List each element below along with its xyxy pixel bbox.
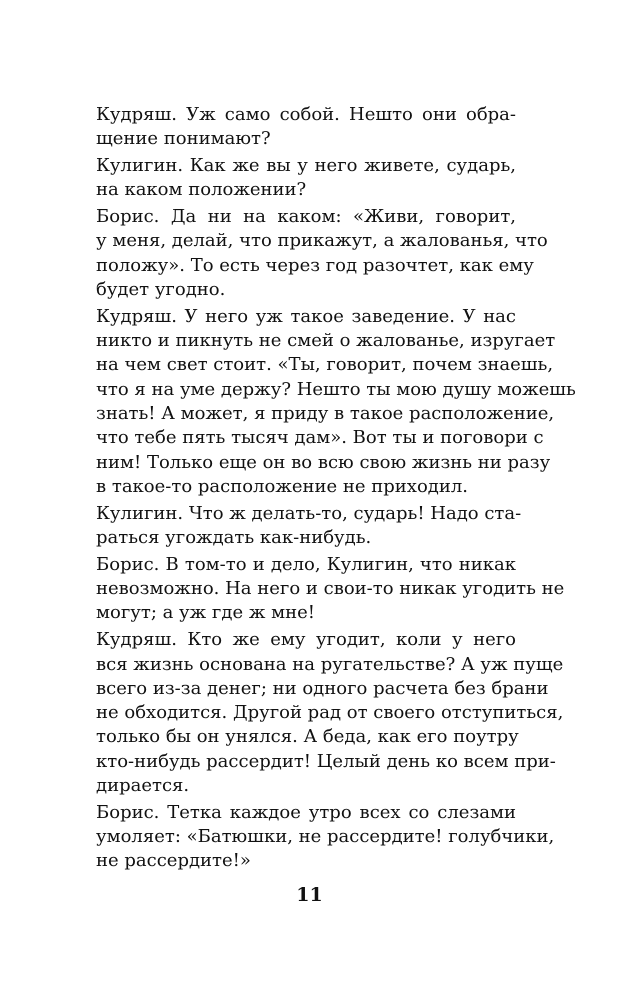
text-line: Борис. Тетка каждое утро всех со слезами — [96, 801, 516, 823]
text-line: у меня, делай, что прикажут, а жалованья, что — [96, 230, 548, 252]
text-line: щение понимают? — [96, 128, 271, 150]
text-line: будет угодно. — [96, 279, 226, 301]
paragraph — [96, 801, 555, 874]
text-line: Кулигин. Как же вы у него живете, сударь, — [96, 155, 516, 177]
text-line: что тебе пять тысяч дам». Вот ты и поговори с — [96, 427, 544, 449]
text-line: Кудряш. У него уж такое заведение. У нас — [96, 305, 516, 327]
text-line: раться угождать как-нибудь. — [96, 527, 372, 549]
paragraph — [96, 205, 548, 302]
paragraph — [96, 305, 576, 499]
text-line: не обходится. Другой рад от своего отступиться, — [96, 702, 564, 724]
paragraph — [96, 628, 564, 798]
text-line: на чем свет стоит. «Ты, говорит, почем знаешь, — [96, 354, 554, 376]
text-line: не рассердите!» — [96, 850, 251, 872]
paragraph — [96, 154, 516, 203]
text-line: что я на уме держу? Нешто ты мою душу можешь — [96, 378, 576, 400]
page-number: 11 — [296, 884, 323, 906]
text-line: умоляет: «Батюшки, не рассердите! голубчики, — [96, 826, 555, 848]
text-line: Кулигин. Что ж делать-то, сударь! Надо ста- — [96, 502, 522, 524]
text-line: вся жизнь основана на ругательстве? А уж пуще — [96, 653, 564, 675]
text-line: дирается. — [96, 775, 190, 797]
text-line: Кудряш. Уж само собой. Нешто они обра- — [96, 104, 516, 125]
text-line: невозможно. На него и свои-то никак угодить не — [96, 578, 565, 600]
paragraph — [96, 103, 516, 152]
paragraph — [96, 502, 522, 551]
text-line: в такое-то расположение не приходил. — [96, 475, 469, 497]
page-text — [96, 103, 576, 876]
text-line: ним! Только еще он во всю свою жизнь ни разу — [96, 451, 551, 473]
text-line: никто и пикнуть не смей о жалованье, изругает — [96, 330, 556, 352]
text-line: знать! А может, я приду в такое расположение, — [96, 403, 555, 425]
paragraph — [96, 553, 565, 626]
text-line: кто-нибудь рассердит! Целый день ко всем при- — [96, 750, 556, 772]
text-line: Кудряш. Кто же ему угодит, коли у него — [96, 629, 516, 651]
text-line: положу». То есть через год разочтет, как ему — [96, 254, 534, 276]
text-line: на каком положении? — [96, 179, 307, 201]
text-line: могут; а уж где ж мне! — [96, 602, 315, 624]
text-line: только бы он унялся. А беда, как его поутру — [96, 726, 519, 748]
text-line: Борис. Да ни на каком: «Живи, говорит, — [96, 206, 516, 228]
text-line: всего из-за денег; ни одного расчета без брани — [96, 677, 549, 699]
text-line: Борис. В том-то и дело, Кулигин, что никак — [96, 553, 516, 575]
